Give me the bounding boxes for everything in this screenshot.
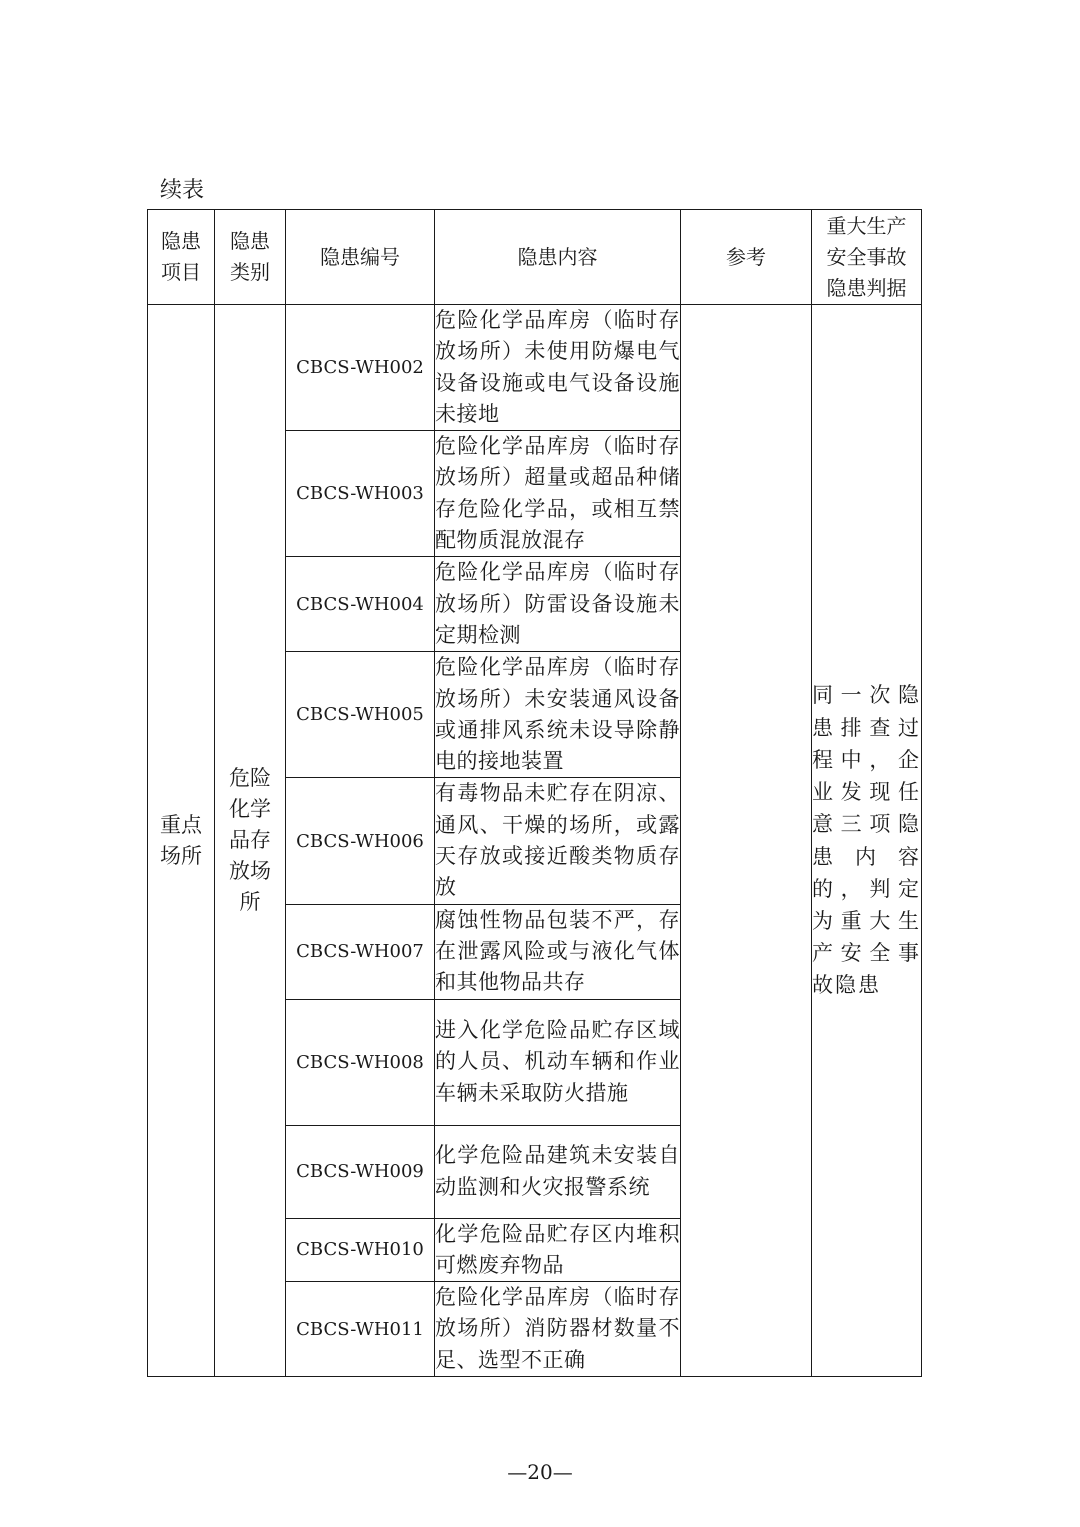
hazard-code: CBCS-WH005 bbox=[286, 652, 435, 778]
table-caption: 续表 bbox=[160, 178, 205, 203]
hazard-content: 危险化学品库房（临时存放场所）超量或超品种储存危险化学品，或相互禁配物质混放混存 bbox=[435, 431, 681, 557]
hazard-content: 危险化学品库房（临时存放场所）消防器材数量不足、选型不正确 bbox=[435, 1282, 681, 1377]
header-content: 隐患内容 bbox=[435, 210, 681, 305]
hazard-content: 化学危险品建筑未安装自动监测和火灾报警系统 bbox=[435, 1125, 681, 1218]
header-reference: 参考 bbox=[681, 210, 812, 305]
hazard-code: CBCS-WH011 bbox=[286, 1282, 435, 1377]
hazard-code: CBCS-WH009 bbox=[286, 1125, 435, 1218]
hazard-content: 危险化学品库房（临时存放场所）未使用防爆电气设备设施或电气设备设施未接地 bbox=[435, 305, 681, 431]
hazard-table bbox=[147, 209, 922, 1377]
hazard-code: CBCS-WH002 bbox=[286, 305, 435, 431]
hazard-code: CBCS-WH003 bbox=[286, 431, 435, 557]
hazard-content: 腐蚀性物品包装不严，存在泄露风险或与液化气体和其他物品共存 bbox=[435, 904, 681, 999]
hazard-code: CBCS-WH007 bbox=[286, 904, 435, 999]
hazard-code: CBCS-WH006 bbox=[286, 778, 435, 904]
hazard-code: CBCS-WH010 bbox=[286, 1218, 435, 1282]
hazard-item-cell: 重点场所 bbox=[148, 305, 215, 1377]
header-code: 隐患编号 bbox=[286, 210, 435, 305]
hazard-content: 有毒物品未贮存在阴凉、通风、干燥的场所，或露天存放或接近酸类物质存放 bbox=[435, 778, 681, 904]
hazard-basis-cell: 同一次隐患排查过程中，企业发现任意三项隐患内容的，判定为重大生产安全事故隐患 bbox=[812, 305, 922, 1377]
reference-cell bbox=[681, 305, 812, 1377]
hazard-code: CBCS-WH008 bbox=[286, 999, 435, 1125]
hazard-content: 危险化学品库房（临时存放场所）未安装通风设备或通排风系统未设导除静电的接地装置 bbox=[435, 652, 681, 778]
header-item: 隐患项目 bbox=[148, 210, 215, 305]
hazard-content: 化学危险品贮存区内堆积可燃废弃物品 bbox=[435, 1218, 681, 1282]
hazard-category-cell: 危险化学品存放场所 bbox=[215, 305, 286, 1377]
page-number: —20— bbox=[507, 1460, 573, 1484]
header-row bbox=[148, 210, 922, 305]
table-row bbox=[148, 305, 922, 431]
hazard-content: 危险化学品库房（临时存放场所）防雷设备设施未定期检测 bbox=[435, 557, 681, 652]
hazard-code: CBCS-WH004 bbox=[286, 557, 435, 652]
header-category: 隐患类别 bbox=[215, 210, 286, 305]
hazard-content: 进入化学危险品贮存区域的人员、机动车辆和作业车辆未采取防火措施 bbox=[435, 999, 681, 1125]
header-basis: 重大生产安全事故隐患判据 bbox=[812, 210, 922, 305]
